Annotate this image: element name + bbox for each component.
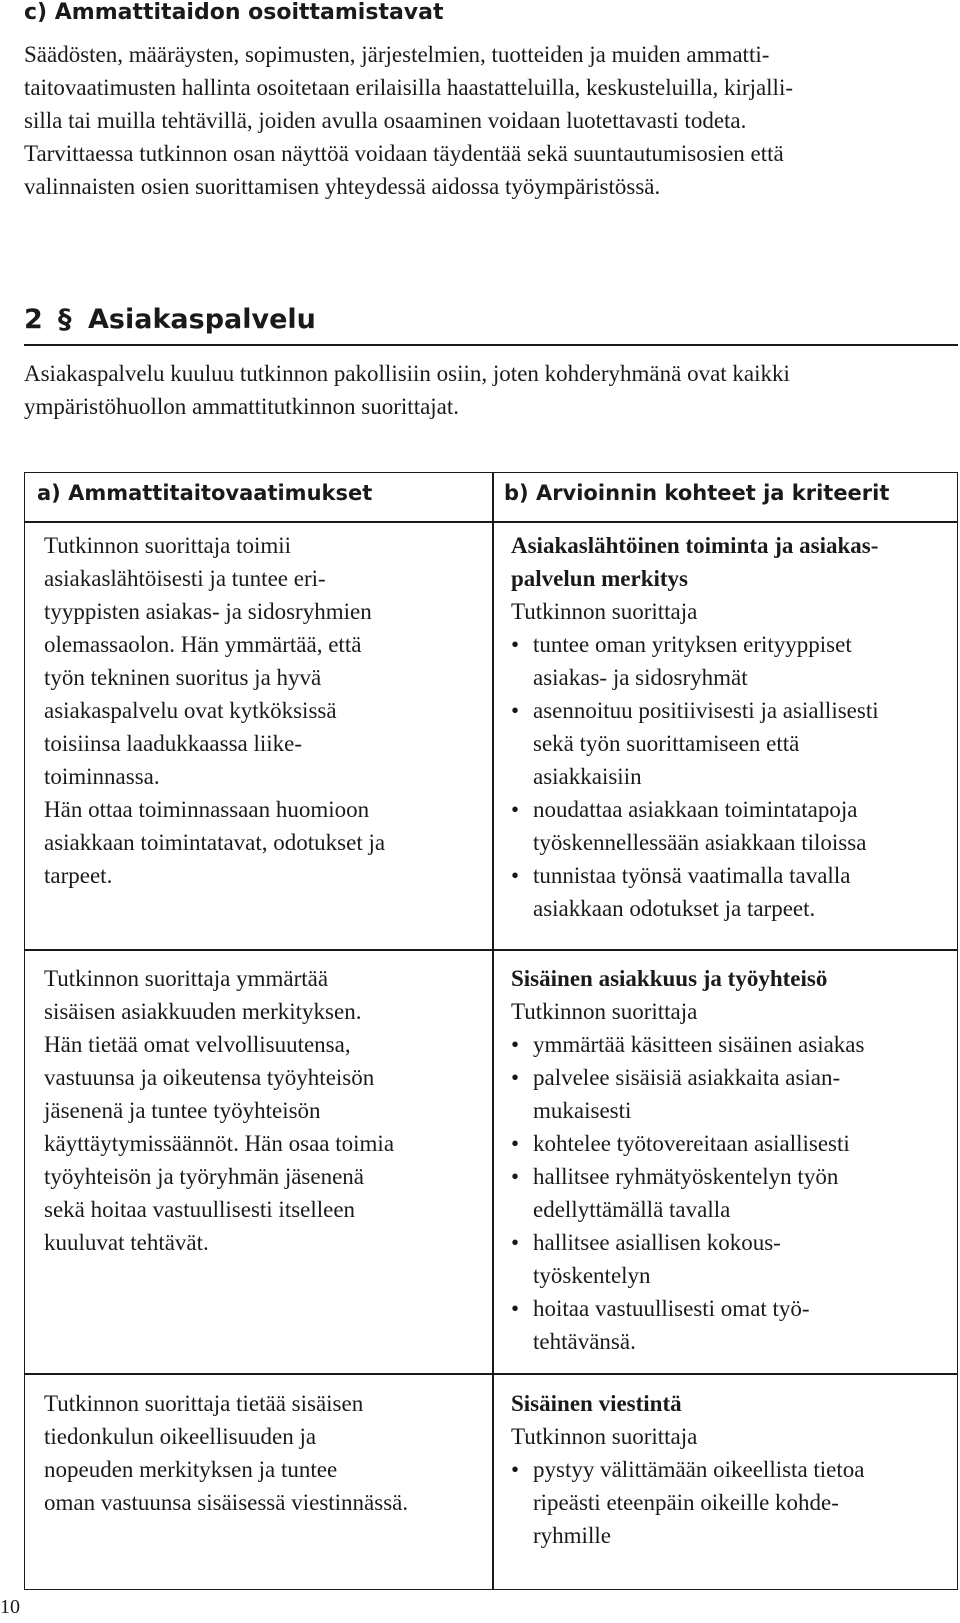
text-line: työn tekninen suoritus ja hyvä xyxy=(44,665,322,690)
bullet-continuation: asiakkaan odotukset ja tarpeet. xyxy=(533,896,816,921)
bullet-item: • asennoituu positiivisesti ja asiallisesti xyxy=(511,694,879,727)
bullet-continuation: edellyttämällä tavalla xyxy=(533,1197,731,1222)
criteria-intro: Tutkinnon suorittaja xyxy=(511,599,698,624)
bullet-item: • tunnistaa työnsä vaatimalla tavalla xyxy=(511,859,879,892)
bullet-continuation: sekä työn suorittamiseen että xyxy=(533,731,800,756)
bullet-continuation: mukaisesti xyxy=(533,1098,632,1123)
text-line: Hän tietää omat velvollisuutensa, xyxy=(44,1032,351,1057)
text-line: toiminnassa. xyxy=(44,764,160,789)
row-2-requirements xyxy=(44,962,394,1259)
text-line: asiakaspalvelu ovat kytköksissä xyxy=(44,698,337,723)
text-line: käyttäytymissäännöt. Hän osaa toimia xyxy=(44,1131,395,1156)
column-divider xyxy=(492,473,494,1589)
bullet-continuation: ripeästi eteenpäin oikeille kohde- xyxy=(533,1490,839,1515)
text-line: työyhteisön ja työryhmän jäsenenä xyxy=(44,1164,365,1189)
criteria-heading: Asiakaslähtöinen toiminta ja asiakas- xyxy=(511,533,879,558)
text-line: olemassaolon. Hän ymmärtää, että xyxy=(44,632,362,657)
text-line: Hän ottaa toiminnassaan huomioon xyxy=(44,797,370,822)
bullet-item: • palvelee sisäisiä asiakkaita asian- xyxy=(511,1061,864,1094)
text-line: Tutkinnon suorittaja ymmärtää xyxy=(44,966,329,991)
text-line: toisiinsa laadukkaassa liike- xyxy=(44,731,303,756)
section-c-title: c) Ammattitaidon osoittamistavat xyxy=(24,0,444,25)
text-line: Tutkinnon suorittaja toimii xyxy=(44,533,292,558)
bullet-item: • tuntee oman yrityksen erityyppiset xyxy=(511,628,879,661)
row-1-requirements xyxy=(44,529,385,892)
bullet-item: • pystyy välittämään oikeellista tietoa xyxy=(511,1453,865,1486)
bullet-continuation: työskennellessään asiakkaan tiloissa xyxy=(533,830,867,855)
bullet-continuation: asiakas- ja sidosryhmät xyxy=(533,665,748,690)
row-1-criteria xyxy=(511,529,879,925)
criteria-intro: Tutkinnon suorittaja xyxy=(511,999,698,1024)
criteria-heading: palvelun merkitys xyxy=(511,566,688,591)
header-divider xyxy=(25,521,957,523)
bullet-item: • noudattaa asiakkaan toimintatapoja xyxy=(511,793,879,826)
row-3-criteria xyxy=(511,1387,865,1552)
text-line: Tutkinnon suorittaja tietää sisäisen xyxy=(44,1391,364,1416)
text-line: kuuluvat tehtävät. xyxy=(44,1230,209,1255)
paragraph-line: taitovaatimusten hallinta osoitetaan erilaisilla haastatteluilla, keskusteluilla, kirjalli- xyxy=(24,75,793,100)
section-2-paragraph xyxy=(24,357,790,423)
row-divider xyxy=(25,1373,957,1375)
criteria-table xyxy=(24,472,958,1590)
criteria-heading: Sisäinen asiakkuus ja työyhteisö xyxy=(511,966,828,991)
criteria-intro: Tutkinnon suorittaja xyxy=(511,1424,698,1449)
text-line: oman vastuunsa sisäisessä viestinnässä. xyxy=(44,1490,409,1515)
bullet-continuation: tehtävänsä. xyxy=(533,1329,636,1354)
bullet-item: • hallitsee ryhmätyöskentelyn työn xyxy=(511,1160,864,1193)
row-2-criteria xyxy=(511,962,864,1358)
bullet-item: • hallitsee asiallisen kokous- xyxy=(511,1226,864,1259)
paragraph-line: Säädösten, määräysten, sopimusten, järjestelmien, tuotteiden ja muiden ammatti- xyxy=(24,42,770,67)
criteria-heading: Sisäinen viestintä xyxy=(511,1391,682,1416)
column-header-a: a) Ammattitaitovaatimukset xyxy=(37,481,373,505)
text-line: asiakkaan toimintatavat, odotukset ja xyxy=(44,830,386,855)
paragraph-line: silla tai muilla tehtävillä, joiden avulla osaaminen voidaan luotettavasti todeta. xyxy=(24,108,747,133)
row-3-requirements xyxy=(44,1387,408,1519)
column-header-b: b) Arvioinnin kohteet ja kriteerit xyxy=(504,481,890,505)
bullet-continuation: ryhmille xyxy=(533,1523,611,1548)
paragraph-line: Tarvittaessa tutkinnon osan näyttöä voidaan täydentää sekä suuntautumisosien että xyxy=(24,141,784,166)
text-line: asiakaslähtöisesti ja tuntee eri- xyxy=(44,566,326,591)
section-number: 2 xyxy=(24,304,43,335)
bullet-item: • ymmärtää käsitteen sisäinen asiakas xyxy=(511,1028,864,1061)
text-line: sekä hoitaa vastuullisesti itselleen xyxy=(44,1197,356,1222)
row-divider xyxy=(25,949,957,951)
paragraph-line: ympäristöhuollon ammattitutkinnon suorittajat. xyxy=(24,394,460,419)
text-line: jäsenenä ja tuntee työyhteisön xyxy=(44,1098,321,1123)
paragraph-line: Asiakaspalvelu kuuluu tutkinnon pakollisiin osiin, joten kohderyhmänä ovat kaikki xyxy=(24,361,790,386)
text-line: nopeuden merkityksen ja tuntee xyxy=(44,1457,338,1482)
text-line: tiedonkulun oikeellisuuden ja xyxy=(44,1424,317,1449)
bullet-continuation: työskentelyn xyxy=(533,1263,651,1288)
text-line: tarpeet. xyxy=(44,863,113,888)
section-title: Asiakaspalvelu xyxy=(88,304,316,335)
text-line: sisäisen asiakkuuden merkityksen. xyxy=(44,999,362,1024)
section-symbol: § xyxy=(58,304,72,335)
paragraph-line: valinnaisten osien suorittamisen yhteydessä aidossa työympäristössä. xyxy=(24,174,661,199)
text-line: tyyppisten asiakas- ja sidosryhmien xyxy=(44,599,372,624)
bullet-item: • hoitaa vastuullisesti omat työ- xyxy=(511,1292,864,1325)
page-number: 10 xyxy=(0,1596,20,1618)
text-line: vastuunsa ja oikeutensa työyhteisön xyxy=(44,1065,375,1090)
bullet-item: • kohtelee työtovereitaan asiallisesti xyxy=(511,1127,864,1160)
section-c-paragraph xyxy=(24,38,793,203)
bullet-continuation: asiakkaisiin xyxy=(533,764,642,789)
section-2-heading xyxy=(24,300,958,346)
